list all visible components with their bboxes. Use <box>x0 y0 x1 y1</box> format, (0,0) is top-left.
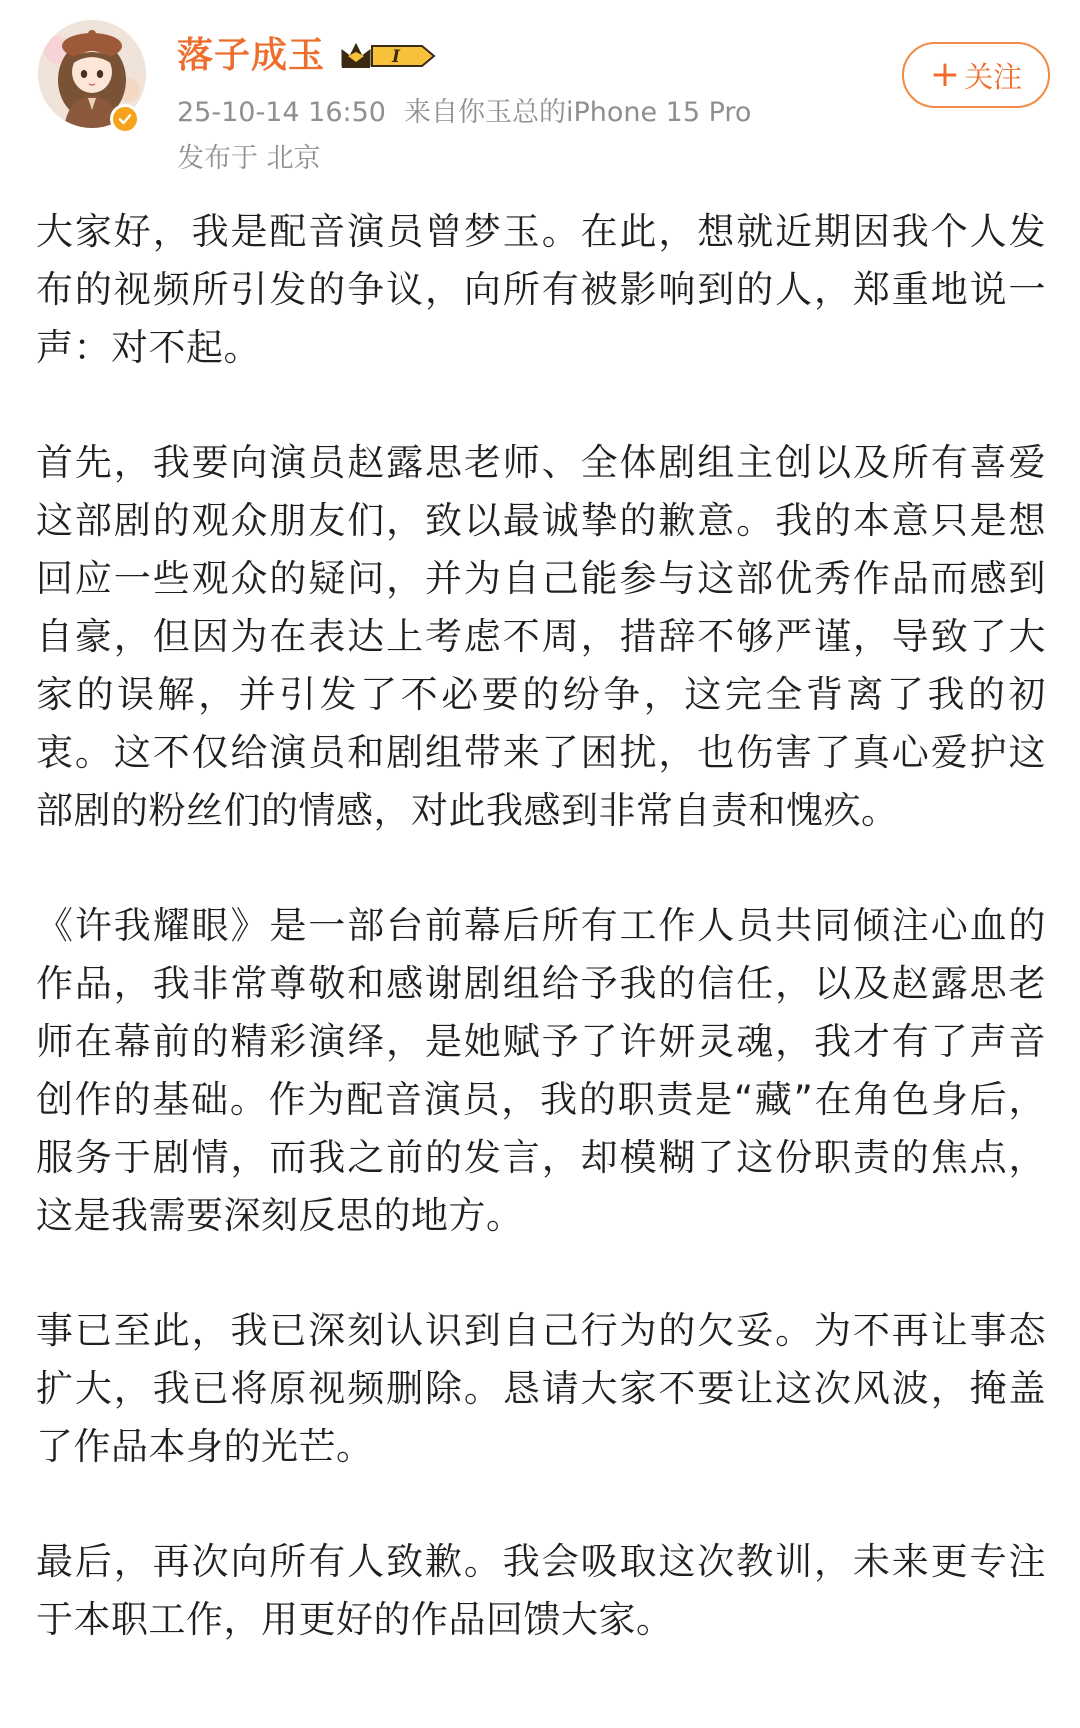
post-source[interactable]: 来自你玉总的iPhone 15 Pro <box>403 97 752 128</box>
verified-badge-icon <box>110 104 140 134</box>
follow-label: 关注 <box>964 59 1023 94</box>
plus-icon: + <box>929 54 961 95</box>
post-header <box>0 0 1080 190</box>
follow-button[interactable] <box>902 42 1050 108</box>
post-paragraph: 事已至此，我已深刻认识到自己行为的欠妥。为不再让事态扩大，我已将原视频删除。恳请大家不要让这次风波，掩盖了作品本身的光芒。 <box>36 1309 1046 1468</box>
post-paragraph: 《许我耀眼》是一部台前幕后所有工作人员共同倾注心血的作品，我非常尊敬和感谢剧组给予我的信任，以及赵露思老师在幕前的精彩演绎，是她赋予了许妍灵魂，我才有了声音创作的基础。作为配音演员，我的职责是“藏”在角色身后，服务于剧情，而我之前的发言，却模糊了这份职责的焦点，这是我需要深刻反思的地方。 <box>36 904 1046 1237</box>
post-time: 25-10-14 16:50 <box>177 97 386 128</box>
post-paragraph: 大家好，我是配音演员曾梦玉。在此，想就近期因我个人发布的视频所引发的争议，向所有被影响到的人，郑重地说一声：对不起。 <box>36 210 1046 369</box>
crown-vip-badge-icon[interactable] <box>338 38 438 74</box>
post-body <box>36 203 1046 1706</box>
author-name[interactable]: 落子成玉 <box>177 35 326 76</box>
post-meta <box>177 96 751 130</box>
post-paragraph: 最后，再次向所有人致歉。我会吸取这次教训，未来更专注于本职工作，用更好的作品回馈大家。 <box>36 1540 1046 1641</box>
post-location: 发布于 北京 <box>177 143 321 174</box>
post-paragraph: 首先，我要向演员赵露思老师、全体剧组主创以及所有喜爱这部剧的观众朋友们，致以最诚挚的歉意。我的本意只是想回应一些观众的疑问，并为自己能参与这部优秀作品而感到自豪，但因为在表达上考虑不周，措辞不够严谨，导致了大家的误解，并引发了不必要的纷争，这完全背离了我的初衷。这不仅给演员和剧组带来了困扰，也伤害了真心爱护这部剧的粉丝们的情感，对此我感到非常自责和愧疚。 <box>36 441 1046 832</box>
vip-level: I <box>392 47 400 67</box>
